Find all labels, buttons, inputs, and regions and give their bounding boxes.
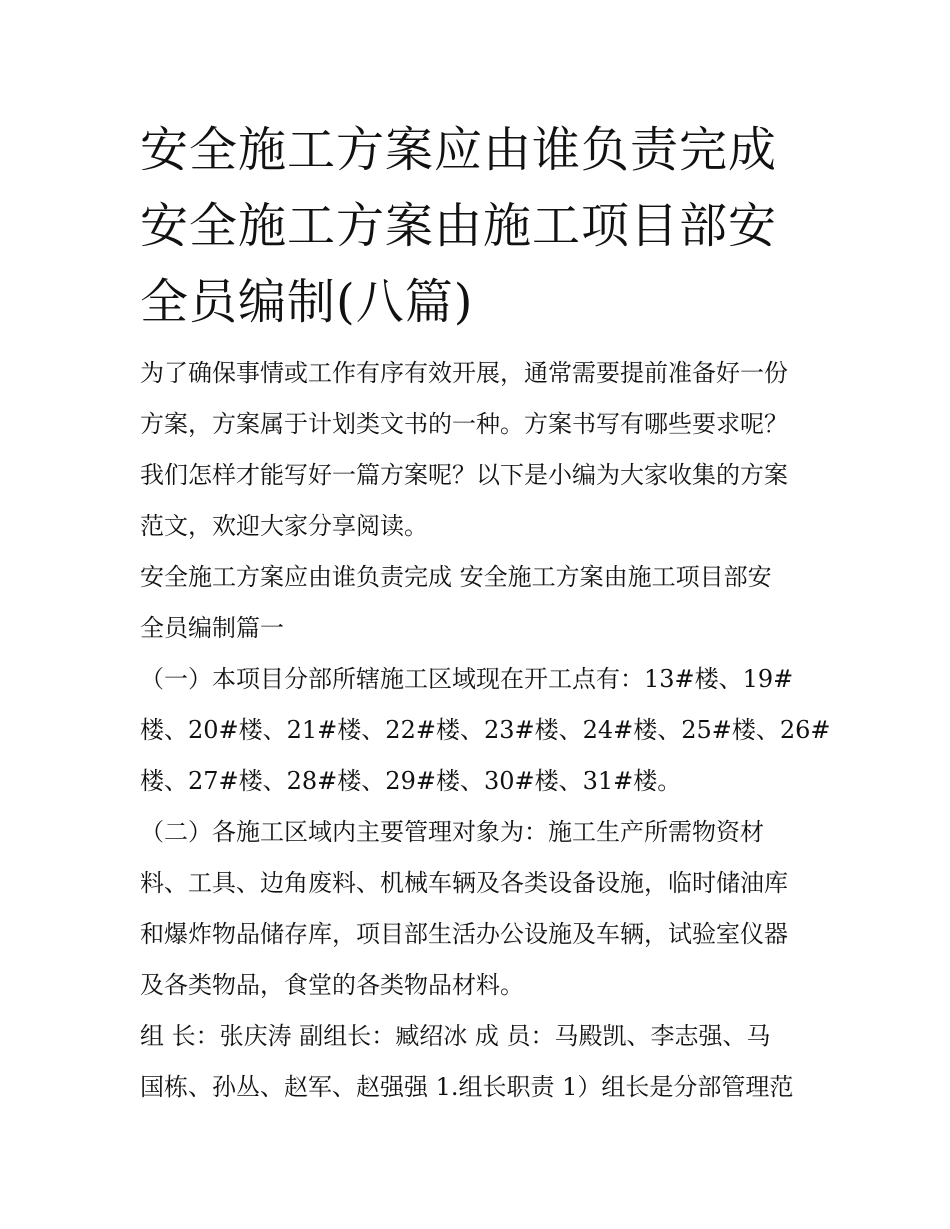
document-title bbox=[140, 112, 820, 340]
text-line: 国栋、孙丛、赵军、赵强强 1.组长职责 1）组长是分部管理范 bbox=[140, 1073, 794, 1101]
text-line: 全员编制篇一 bbox=[140, 614, 284, 642]
title-line: 安全施工方案应由谁负责完成 bbox=[140, 122, 778, 178]
text-line: 楼、27#楼、28#楼、29#楼、30#楼、31#楼。 bbox=[140, 767, 682, 795]
text-line: 安全施工方案应由谁负责完成 安全施工方案由施工项目部安 bbox=[140, 563, 772, 591]
text-line: 和爆炸物品储存库，项目部生活办公设施及车辆，试验室仪器 bbox=[140, 920, 788, 948]
management-objects-paragraph bbox=[140, 807, 820, 1011]
title-line: 安全施工方案由施工项目部安 bbox=[140, 198, 778, 254]
section-heading-paragraph bbox=[140, 552, 820, 654]
text-line: （一）本项目分部所辖施工区域现在开工点有：13#楼、19# bbox=[140, 665, 794, 693]
worksite-paragraph bbox=[140, 654, 831, 807]
title-line: 全员编制(八篇) bbox=[140, 274, 474, 330]
text-line: 我们怎样才能写好一篇方案呢？以下是小编为大家收集的方案 bbox=[140, 461, 788, 489]
text-line: 料、工具、边角废料、机械车辆及各类设备设施，临时储油库 bbox=[140, 869, 788, 897]
text-line: 及各类物品，食堂的各类物品材料。 bbox=[140, 971, 524, 999]
text-line: 为了确保事情或工作有序有效开展，通常需要提前准备好一份 bbox=[140, 359, 788, 387]
text-line: （二）各施工区域内主要管理对象为：施工生产所需物资材 bbox=[140, 818, 764, 846]
text-line: 组 长：张庆涛 副组长：臧绍冰 成 员：马殿凯、李志强、马 bbox=[140, 1022, 771, 1050]
team-members-paragraph bbox=[140, 1011, 820, 1113]
text-line: 范文，欢迎大家分享阅读。 bbox=[140, 512, 428, 540]
text-line: 方案，方案属于计划类文书的一种。方案书写有哪些要求呢？ bbox=[140, 410, 788, 438]
intro-paragraph bbox=[140, 348, 820, 552]
text-line: 楼、20#楼、21#楼、22#楼、23#楼、24#楼、25#楼、26# bbox=[140, 716, 831, 744]
document-body bbox=[140, 112, 831, 1113]
